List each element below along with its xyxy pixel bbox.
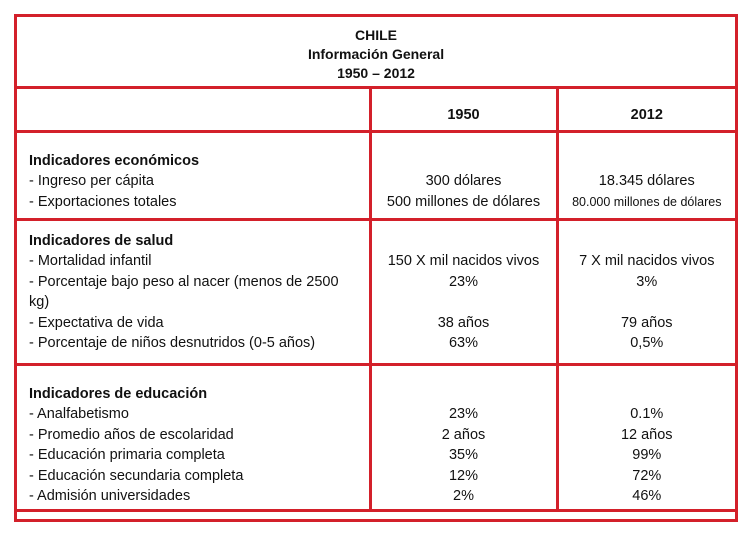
education-section xyxy=(17,364,735,510)
value-1950: 300 dólares xyxy=(425,173,502,189)
health-1950 xyxy=(370,219,557,364)
education-labels xyxy=(17,364,370,510)
value-2012: 0.1% xyxy=(630,406,664,422)
title-country: CHILE xyxy=(355,27,398,43)
value-1950: 2% xyxy=(453,488,474,504)
row-label: - Educación primaria completa xyxy=(29,447,225,463)
value-2012: 3% xyxy=(636,273,658,290)
title-row xyxy=(17,17,735,87)
title-period: 1950 – 2012 xyxy=(337,65,415,81)
value-2012: 79 años xyxy=(620,314,673,331)
health-2012 xyxy=(557,219,735,364)
education-1950 xyxy=(370,364,557,510)
health-labels xyxy=(17,219,370,364)
section-title-education: Indicadores de educación xyxy=(29,385,208,402)
economic-2012 xyxy=(557,131,735,219)
header-empty-cell xyxy=(17,87,370,131)
value-1950: 23% xyxy=(448,406,479,422)
info-table xyxy=(17,17,735,512)
economic-section xyxy=(17,131,735,219)
economic-1950 xyxy=(370,131,557,219)
value-2012: 18.345 dólares xyxy=(598,173,695,189)
column-header-row xyxy=(17,87,735,131)
health-section xyxy=(17,219,735,364)
header-2012: 2012 xyxy=(557,87,735,131)
info-table-frame xyxy=(14,14,738,522)
value-1950: 2 años xyxy=(441,426,486,443)
value-2012: 0,5% xyxy=(630,335,664,351)
value-2012: 7 X mil nacidos vivos xyxy=(579,253,715,269)
value-1950: 12% xyxy=(448,467,479,484)
row-label: - Ingreso per cápita xyxy=(29,173,154,189)
row-label: - Exportaciones totales xyxy=(29,193,177,210)
section-title-economic: Indicadores económicos xyxy=(29,152,200,169)
header-1950: 1950 xyxy=(370,87,557,131)
value-2012: 12 años xyxy=(620,426,673,443)
value-2012: 99% xyxy=(632,447,662,463)
education-2012 xyxy=(557,364,735,510)
value-1950: 38 años xyxy=(437,314,490,331)
row-label: - Porcentaje bajo peso al nacer (menos de 2500 kg) xyxy=(29,273,339,310)
row-label: - Mortalidad infantil xyxy=(29,253,152,269)
value-1950: 35% xyxy=(448,447,479,463)
value-2012: 72% xyxy=(632,467,662,484)
title-subtitle: Información General xyxy=(307,46,445,62)
value-2012: 46% xyxy=(632,488,662,504)
economic-labels xyxy=(17,131,370,219)
value-1950: 23% xyxy=(448,273,479,290)
row-label: - Educación secundaria completa xyxy=(29,467,244,484)
value-1950: 500 millones de dólares xyxy=(386,193,541,210)
row-label: - Admisión universidades xyxy=(29,488,191,504)
row-label: - Promedio años de escolaridad xyxy=(29,426,234,443)
value-1950: 63% xyxy=(448,335,479,351)
row-label: - Analfabetismo xyxy=(29,406,129,422)
value-2012: 80.000 millones de dólares xyxy=(572,194,722,209)
row-label: - Porcentaje de niños desnutridos (0-5 años) xyxy=(29,335,316,351)
row-label: - Expectativa de vida xyxy=(29,314,164,331)
table-title xyxy=(17,17,735,87)
section-title-health: Indicadores de salud xyxy=(29,232,174,249)
value-1950: 150 X mil nacidos vivos xyxy=(387,253,540,269)
